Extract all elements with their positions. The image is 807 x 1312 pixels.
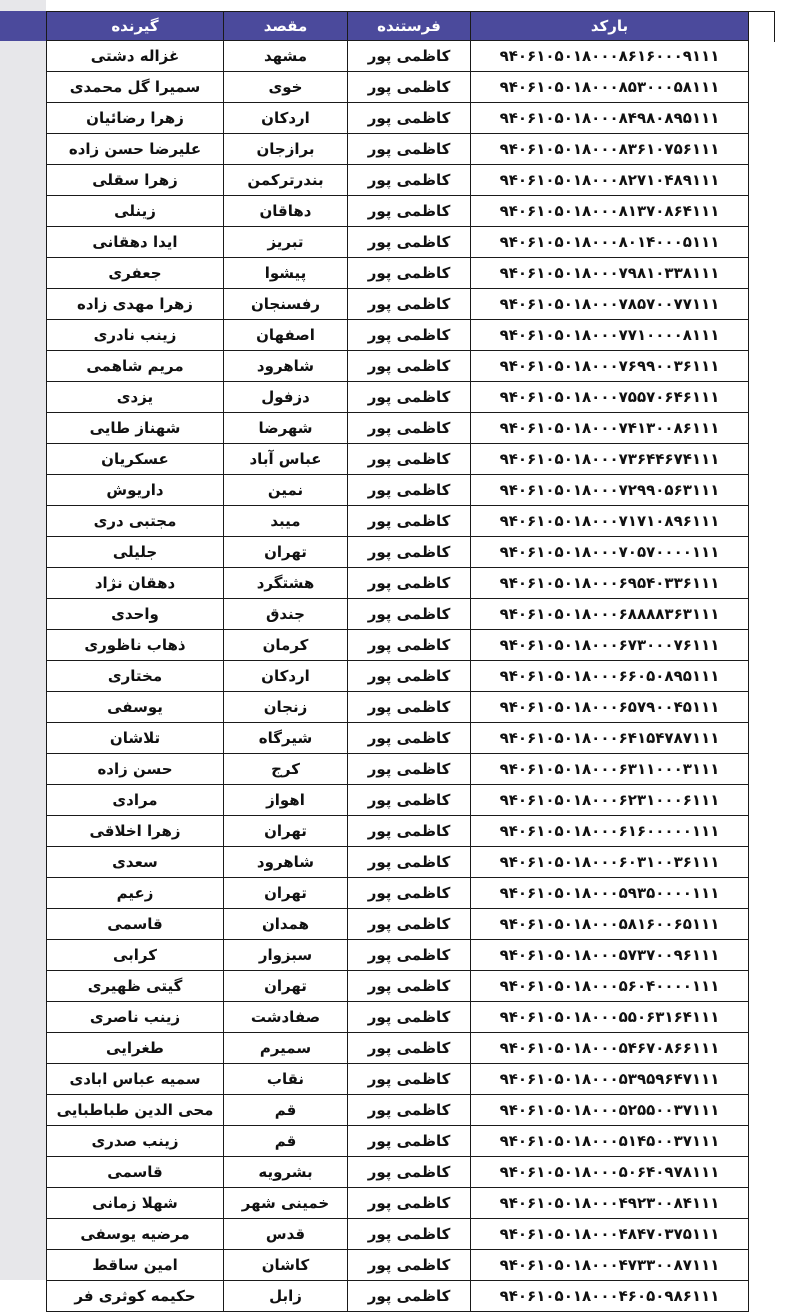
barcode-cell: ۹۴۰۶۱۰۵۰۱۸۰۰۰۶۰۳۱۰۰۳۶۱۱۱ [471, 847, 749, 878]
destination-cell: خوی [224, 72, 348, 103]
header-extension [748, 11, 775, 42]
recipient-cell: زعیم [47, 878, 224, 909]
destination-cell: هشتگرد [224, 568, 348, 599]
table-row [47, 413, 749, 444]
barcode-cell: ۹۴۰۶۱۰۵۰۱۸۰۰۰۷۶۹۹۰۰۳۶۱۱۱ [471, 351, 749, 382]
barcode-cell: ۹۴۰۶۱۰۵۰۱۸۰۰۰۵۳۹۵۹۶۴۷۱۱۱ [471, 1064, 749, 1095]
sender-cell: کاظمی پور [348, 227, 471, 258]
table-row [47, 692, 749, 723]
destination-cell: قم [224, 1095, 348, 1126]
barcode-cell: ۹۴۰۶۱۰۵۰۱۸۰۰۰۷۴۱۳۰۰۸۶۱۱۱ [471, 413, 749, 444]
recipient-cell: حکیمه کوثری فر [47, 1281, 224, 1312]
destination-cell: کرج [224, 754, 348, 785]
barcode-cell: ۹۴۰۶۱۰۵۰۱۸۰۰۰۶۶۰۵۰۸۹۵۱۱۱ [471, 661, 749, 692]
table-header [47, 12, 749, 41]
barcode-cell: ۹۴۰۶۱۰۵۰۱۸۰۰۰۵۴۶۷۰۸۶۶۱۱۱ [471, 1033, 749, 1064]
recipient-cell: مختاری [47, 661, 224, 692]
destination-cell: شیرگاه [224, 723, 348, 754]
recipient-cell: زینلی [47, 196, 224, 227]
sender-cell: کاظمی پور [348, 723, 471, 754]
destination-cell: تهران [224, 878, 348, 909]
barcode-cell: ۹۴۰۶۱۰۵۰۱۸۰۰۰۶۴۱۵۴۷۸۷۱۱۱ [471, 723, 749, 754]
barcode-cell: ۹۴۰۶۱۰۵۰۱۸۰۰۰۷۲۹۹۰۵۶۳۱۱۱ [471, 475, 749, 506]
table-row [47, 816, 749, 847]
recipient-cell: زهرا اخلاقی [47, 816, 224, 847]
destination-cell: قم [224, 1126, 348, 1157]
recipient-cell: جلیلی [47, 537, 224, 568]
barcode-cell: ۹۴۰۶۱۰۵۰۱۸۰۰۰۶۷۳۰۰۰۷۶۱۱۱ [471, 630, 749, 661]
sender-cell: کاظمی پور [348, 1281, 471, 1312]
header-accent-band [0, 11, 46, 41]
sender-cell: کاظمی پور [348, 444, 471, 475]
destination-cell: شهرضا [224, 413, 348, 444]
recipient-cell: زینب ناصری [47, 1002, 224, 1033]
table-row [47, 320, 749, 351]
table-row [47, 723, 749, 754]
barcode-cell: ۹۴۰۶۱۰۵۰۱۸۰۰۰۶۵۷۹۰۰۴۵۱۱۱ [471, 692, 749, 723]
sender-cell: کاظمی پور [348, 258, 471, 289]
sender-cell: کاظمی پور [348, 630, 471, 661]
barcode-cell: ۹۴۰۶۱۰۵۰۱۸۰۰۰۷۳۶۴۴۶۷۴۱۱۱ [471, 444, 749, 475]
destination-cell: سبزوار [224, 940, 348, 971]
sender-cell: کاظمی پور [348, 320, 471, 351]
barcode-cell: ۹۴۰۶۱۰۵۰۱۸۰۰۰۶۸۸۸۸۳۶۳۱۱۱ [471, 599, 749, 630]
barcode-cell: ۹۴۰۶۱۰۵۰۱۸۰۰۰۵۶۰۴۰۰۰۰۱۱۱ [471, 971, 749, 1002]
barcode-cell: ۹۴۰۶۱۰۵۰۱۸۰۰۰۶۳۱۱۰۰۰۳۱۱۱ [471, 754, 749, 785]
table-row [47, 258, 749, 289]
destination-cell: تهران [224, 971, 348, 1002]
left-margin-strip [0, 0, 46, 1280]
sender-cell: کاظمی پور [348, 568, 471, 599]
sender-cell: کاظمی پور [348, 537, 471, 568]
sender-cell: کاظمی پور [348, 661, 471, 692]
destination-cell: پیشوا [224, 258, 348, 289]
sender-cell: کاظمی پور [348, 599, 471, 630]
barcode-cell: ۹۴۰۶۱۰۵۰۱۸۰۰۰۵۵۰۶۳۱۶۴۱۱۱ [471, 1002, 749, 1033]
table-row [47, 289, 749, 320]
table-row [47, 568, 749, 599]
recipient-cell: زینب نادری [47, 320, 224, 351]
barcode-cell: ۹۴۰۶۱۰۵۰۱۸۰۰۰۷۱۷۱۰۸۹۶۱۱۱ [471, 506, 749, 537]
barcode-cell: ۹۴۰۶۱۰۵۰۱۸۰۰۰۸۰۱۴۰۰۰۵۱۱۱ [471, 227, 749, 258]
recipient-cell: محی الدین طباطبایی [47, 1095, 224, 1126]
recipient-cell: ایدا دهقانی [47, 227, 224, 258]
barcode-cell: ۹۴۰۶۱۰۵۰۱۸۰۰۰۵۸۱۶۰۰۶۵۱۱۱ [471, 909, 749, 940]
recipient-cell: طغرایی [47, 1033, 224, 1064]
table-row [47, 1064, 749, 1095]
table-row [47, 506, 749, 537]
barcode-cell: ۹۴۰۶۱۰۵۰۱۸۰۰۰۶۹۵۴۰۳۳۶۱۱۱ [471, 568, 749, 599]
destination-cell: کرمان [224, 630, 348, 661]
destination-cell: نمین [224, 475, 348, 506]
sender-cell: کاظمی پور [348, 165, 471, 196]
destination-cell: اردکان [224, 661, 348, 692]
destination-cell: بشرویه [224, 1157, 348, 1188]
sender-cell: کاظمی پور [348, 1188, 471, 1219]
sender-cell: کاظمی پور [348, 289, 471, 320]
table-row [47, 72, 749, 103]
table-row [47, 1250, 749, 1281]
destination-cell: عباس آباد [224, 444, 348, 475]
table-body [47, 41, 749, 1312]
column-header-recipient: گیرنده [47, 12, 224, 41]
recipient-cell: جعفری [47, 258, 224, 289]
barcode-cell: ۹۴۰۶۱۰۵۰۱۸۰۰۰۷۸۵۷۰۰۷۷۱۱۱ [471, 289, 749, 320]
recipient-cell: داریوش [47, 475, 224, 506]
table-row [47, 165, 749, 196]
sender-cell: کاظمی پور [348, 134, 471, 165]
recipient-cell: مریم شاهمی [47, 351, 224, 382]
destination-cell: جندق [224, 599, 348, 630]
table-row [47, 475, 749, 506]
destination-cell: تبریز [224, 227, 348, 258]
barcode-cell: ۹۴۰۶۱۰۵۰۱۸۰۰۰۸۱۳۷۰۸۶۴۱۱۱ [471, 196, 749, 227]
recipient-cell: امین ساقط [47, 1250, 224, 1281]
destination-cell: صفادشت [224, 1002, 348, 1033]
barcode-cell: ۹۴۰۶۱۰۵۰۱۸۰۰۰۶۱۶۰۰۰۰۰۱۱۱ [471, 816, 749, 847]
table-row [47, 227, 749, 258]
sender-cell: کاظمی پور [348, 413, 471, 444]
sender-cell: کاظمی پور [348, 785, 471, 816]
barcode-cell: ۹۴۰۶۱۰۵۰۱۸۰۰۰۷۵۵۷۰۶۴۶۱۱۱ [471, 382, 749, 413]
table-row [47, 971, 749, 1002]
barcode-cell: ۹۴۰۶۱۰۵۰۱۸۰۰۰۵۷۳۷۰۰۹۶۱۱۱ [471, 940, 749, 971]
sender-cell: کاظمی پور [348, 754, 471, 785]
sender-cell: کاظمی پور [348, 816, 471, 847]
table-row [47, 785, 749, 816]
destination-cell: دهاقان [224, 196, 348, 227]
barcode-cell: ۹۴۰۶۱۰۵۰۱۸۰۰۰۸۴۹۸۰۸۹۵۱۱۱ [471, 103, 749, 134]
sender-cell: کاظمی پور [348, 1126, 471, 1157]
barcode-cell: ۹۴۰۶۱۰۵۰۱۸۰۰۰۸۳۶۱۰۷۵۶۱۱۱ [471, 134, 749, 165]
table-row [47, 599, 749, 630]
barcode-cell: ۹۴۰۶۱۰۵۰۱۸۰۰۰۵۱۴۵۰۰۳۷۱۱۱ [471, 1126, 749, 1157]
recipient-cell: زهرا رضائیان [47, 103, 224, 134]
column-header-sender: فرستنده [348, 12, 471, 41]
table-row [47, 1219, 749, 1250]
table-row [47, 1188, 749, 1219]
destination-cell: خمینی شهر [224, 1188, 348, 1219]
recipient-cell: یزدی [47, 382, 224, 413]
recipient-cell: حسن زاده [47, 754, 224, 785]
barcode-cell: ۹۴۰۶۱۰۵۰۱۸۰۰۰۴۶۰۵۰۹۸۶۱۱۱ [471, 1281, 749, 1312]
table-row [47, 41, 749, 72]
recipient-cell: قاسمی [47, 1157, 224, 1188]
sender-cell: کاظمی پور [348, 847, 471, 878]
destination-cell: کاشان [224, 1250, 348, 1281]
sender-cell: کاظمی پور [348, 382, 471, 413]
destination-cell: همدان [224, 909, 348, 940]
destination-cell: بندرترکمن [224, 165, 348, 196]
table-row [47, 196, 749, 227]
recipient-cell: واحدی [47, 599, 224, 630]
table-row [47, 878, 749, 909]
sender-cell: کاظمی پور [348, 1002, 471, 1033]
sender-cell: کاظمی پور [348, 971, 471, 1002]
sender-cell: کاظمی پور [348, 41, 471, 72]
sender-cell: کاظمی پور [348, 909, 471, 940]
table-row [47, 909, 749, 940]
recipient-cell: عسکریان [47, 444, 224, 475]
barcode-cell: ۹۴۰۶۱۰۵۰۱۸۰۰۰۴۸۴۷۰۳۷۵۱۱۱ [471, 1219, 749, 1250]
column-header-destination: مقصد [224, 12, 348, 41]
sender-cell: کاظمی پور [348, 1157, 471, 1188]
recipient-cell: یوسفی [47, 692, 224, 723]
barcode-cell: ۹۴۰۶۱۰۵۰۱۸۰۰۰۷۷۱۰۰۰۰۸۱۱۱ [471, 320, 749, 351]
barcode-cell: ۹۴۰۶۱۰۵۰۱۸۰۰۰۶۲۳۱۰۰۰۶۱۱۱ [471, 785, 749, 816]
table-row [47, 1157, 749, 1188]
destination-cell: تهران [224, 816, 348, 847]
destination-cell: زابل [224, 1281, 348, 1312]
sender-cell: کاظمی پور [348, 1064, 471, 1095]
sender-cell: کاظمی پور [348, 351, 471, 382]
destination-cell: زنجان [224, 692, 348, 723]
table-row [47, 1126, 749, 1157]
recipient-cell: زینب صدری [47, 1126, 224, 1157]
recipient-cell: سمیرا گل محمدی [47, 72, 224, 103]
sender-cell: کاظمی پور [348, 692, 471, 723]
header-row [47, 12, 749, 41]
destination-cell: اهواز [224, 785, 348, 816]
recipient-cell: علیرضا حسن زاده [47, 134, 224, 165]
barcode-cell: ۹۴۰۶۱۰۵۰۱۸۰۰۰۸۲۷۱۰۴۸۹۱۱۱ [471, 165, 749, 196]
sender-cell: کاظمی پور [348, 103, 471, 134]
recipient-cell: مرضیه یوسفی [47, 1219, 224, 1250]
recipient-cell: دهقان نژاد [47, 568, 224, 599]
sender-cell: کاظمی پور [348, 940, 471, 971]
table-row [47, 382, 749, 413]
destination-cell: نقاب [224, 1064, 348, 1095]
destination-cell: مشهد [224, 41, 348, 72]
sender-cell: کاظمی پور [348, 506, 471, 537]
barcode-cell: ۹۴۰۶۱۰۵۰۱۸۰۰۰۵۲۵۵۰۰۳۷۱۱۱ [471, 1095, 749, 1126]
barcode-cell: ۹۴۰۶۱۰۵۰۱۸۰۰۰۴۹۲۳۰۰۸۴۱۱۱ [471, 1188, 749, 1219]
recipient-cell: تلاشان [47, 723, 224, 754]
recipient-cell: قاسمی [47, 909, 224, 940]
destination-cell: تهران [224, 537, 348, 568]
recipient-cell: مجتبی دری [47, 506, 224, 537]
sender-cell: کاظمی پور [348, 1095, 471, 1126]
column-header-barcode: بارکد [471, 12, 749, 41]
table-row [47, 537, 749, 568]
destination-cell: رفسنجان [224, 289, 348, 320]
table-row [47, 103, 749, 134]
shipment-table [46, 11, 749, 1312]
recipient-cell: غزاله دشتی [47, 41, 224, 72]
barcode-cell: ۹۴۰۶۱۰۵۰۱۸۰۰۰۵۰۶۴۰۹۷۸۱۱۱ [471, 1157, 749, 1188]
recipient-cell: سعدی [47, 847, 224, 878]
sender-cell: کاظمی پور [348, 475, 471, 506]
barcode-cell: ۹۴۰۶۱۰۵۰۱۸۰۰۰۵۹۳۵۰۰۰۰۱۱۱ [471, 878, 749, 909]
sender-cell: کاظمی پور [348, 72, 471, 103]
sender-cell: کاظمی پور [348, 196, 471, 227]
recipient-cell: زهرا سقلی [47, 165, 224, 196]
table-row [47, 351, 749, 382]
table-row [47, 630, 749, 661]
sender-cell: کاظمی پور [348, 1219, 471, 1250]
table-row [47, 134, 749, 165]
sender-cell: کاظمی پور [348, 1250, 471, 1281]
destination-cell: قدس [224, 1219, 348, 1250]
recipient-cell: شهلا زمانی [47, 1188, 224, 1219]
table-row [47, 847, 749, 878]
barcode-cell: ۹۴۰۶۱۰۵۰۱۸۰۰۰۸۵۳۰۰۰۵۸۱۱۱ [471, 72, 749, 103]
table-row [47, 444, 749, 475]
barcode-cell: ۹۴۰۶۱۰۵۰۱۸۰۰۰۷۰۵۷۰۰۰۰۱۱۱ [471, 537, 749, 568]
table-row [47, 661, 749, 692]
barcode-cell: ۹۴۰۶۱۰۵۰۱۸۰۰۰۴۷۳۳۰۰۸۷۱۱۱ [471, 1250, 749, 1281]
recipient-cell: سمیه عباس ابادی [47, 1064, 224, 1095]
recipient-cell: مرادی [47, 785, 224, 816]
table-row [47, 1281, 749, 1312]
barcode-cell: ۹۴۰۶۱۰۵۰۱۸۰۰۰۷۹۸۱۰۳۳۸۱۱۱ [471, 258, 749, 289]
destination-cell: دزفول [224, 382, 348, 413]
recipient-cell: کرابی [47, 940, 224, 971]
destination-cell: شاهرود [224, 847, 348, 878]
recipient-cell: زهرا مهدی زاده [47, 289, 224, 320]
destination-cell: اصفهان [224, 320, 348, 351]
destination-cell: برازجان [224, 134, 348, 165]
destination-cell: شاهرود [224, 351, 348, 382]
table-row [47, 1095, 749, 1126]
destination-cell: سمیرم [224, 1033, 348, 1064]
barcode-cell: ۹۴۰۶۱۰۵۰۱۸۰۰۰۸۶۱۶۰۰۰۹۱۱۱ [471, 41, 749, 72]
recipient-cell: ذهاب ناظوری [47, 630, 224, 661]
recipient-cell: گیتی ظهیری [47, 971, 224, 1002]
table-row [47, 1002, 749, 1033]
table-row [47, 940, 749, 971]
destination-cell: اردکان [224, 103, 348, 134]
sender-cell: کاظمی پور [348, 1033, 471, 1064]
table-row [47, 754, 749, 785]
recipient-cell: شهناز طایی [47, 413, 224, 444]
destination-cell: میبد [224, 506, 348, 537]
sender-cell: کاظمی پور [348, 878, 471, 909]
table-row [47, 1033, 749, 1064]
